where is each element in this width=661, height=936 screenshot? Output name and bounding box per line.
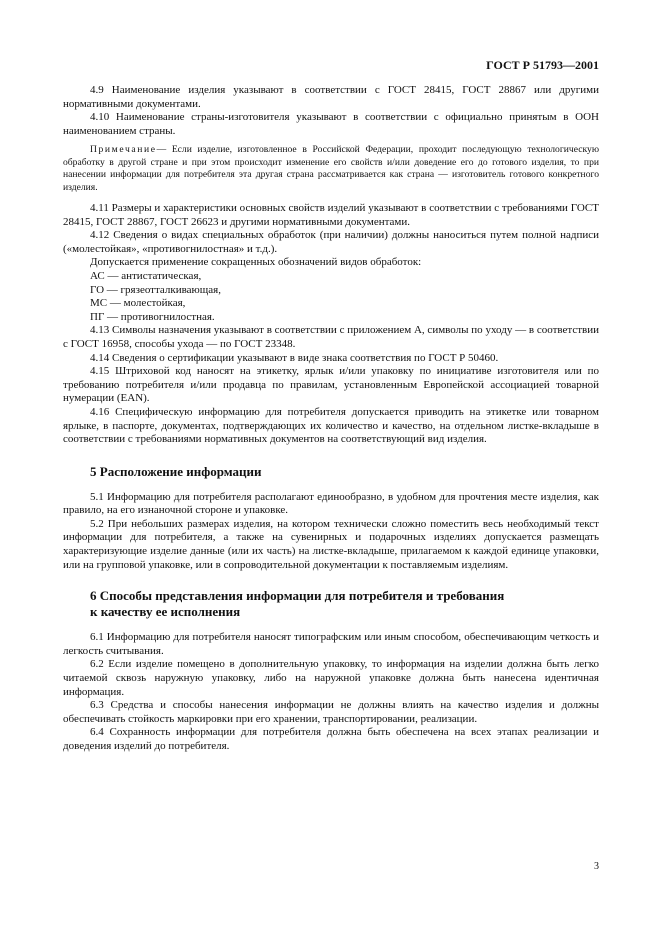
paragraph-6-2: 6.2 Если изделие помещено в дополнительную упаковку, то информация на изделии должна быть легко читаемой сквозь наружную упаковку, либо на наружной упаковке должна быть нанесена идентичная информация. — [63, 658, 599, 698]
paragraph-6-3: 6.3 Средства и способы нанесения информации не должны влиять на качество изделия и должны обеспечивать стойкость маркировки при его хранении, транспортировании, реализации. — [63, 699, 599, 725]
section-6-heading-line2: к качеству ее исполнения — [90, 604, 241, 620]
section-6-heading-line1: 6 Способы представления информации для потребителя и требования — [90, 588, 505, 604]
paragraph-4-9: 4.9 Наименование изделия указывают в соответствии с ГОСТ 28415, ГОСТ 28867 или другими нормативными документами. — [63, 84, 599, 110]
document-body — [63, 84, 599, 754]
document-header: ГОСТ Р 51793—2001 — [486, 58, 599, 72]
paragraph-4-15: 4.15 Штриховой код наносят на этикетку, ярлык и/или упаковку по инициативе изготовителя или по требованию потребителя и/или продавца по правилам, установленным Европейской ассоциацией товарной нумерации (EAN). — [63, 365, 599, 405]
paragraph-6-4: 6.4 Сохранность информации для потребителя должна быть обеспечена на всех этапах реализации и доведения изделий до потребителя. — [63, 726, 599, 752]
note-text: — Если изделие, изготовленное в Российской Федерации, проходит последующую технологическую обработку в другой стране и при этом происходит изменение его свойств и/или доведение его до готового изделия, то при нанесении информации для потребителя эта другая страна рассматривается как страна — изготовитель готового конкретного изделия. — [63, 144, 599, 193]
page-number: 3 — [594, 861, 599, 872]
abbreviation-item: МС — молестойкая, — [90, 297, 186, 310]
abbreviation-item: ГО — грязеотталкивающая, — [90, 283, 221, 296]
paragraph-4-10: 4.10 Наименование страны-изготовителя указывают в соответствии с официально принятым в ООН наименованием страны. — [63, 111, 599, 137]
paragraph-4-13: 4.13 Символы назначения указывают в соответствии с приложением А, символы по уходу — в соответствии с ГОСТ 16958, способы ухода — по ГОСТ 23348. — [63, 324, 599, 350]
paragraph-6-1: 6.1 Информацию для потребителя наносят типографским или иным способом, обеспечивающим четкость и легкость считывания. — [63, 631, 599, 657]
paragraph-abbrev-intro: Допускается применение сокращенных обозначений видов обработок: — [90, 256, 422, 269]
paragraph-4-12: 4.12 Сведения о видах специальных обработок (при наличии) должны наноситься путем полной надписи («молестойкая», «противогнилостная» и т.д.). — [63, 229, 599, 255]
abbreviation-item: ПГ — противогнилостная. — [90, 310, 215, 323]
paragraph-4-11: 4.11 Размеры и характеристики основных свойств изделий указывают в соответствии с требованиями ГОСТ 28415, ГОСТ 28867, ГОСТ 26623 и другими нормативными документами. — [63, 202, 599, 228]
paragraph-5-1: 5.1 Информацию для потребителя располагают единообразно, в удобном для прочтения месте изделия, как правило, на его изнаночной стороне и упаковке. — [63, 490, 599, 517]
paragraph-4-16: 4.16 Специфическую информацию для потребителя допускается приводить на этикетке или товарном ярлыке, в паспорте, документах, подтверждающих их количество и качество, на отдельном листке-вкладыше в соответствии с требованиями нормативных документов на соответствующий вид изделия. — [63, 405, 599, 446]
paragraph-5-2: 5.2 При небольших размерах изделия, на котором технически сложно поместить весь необходимый текст информации для потребителя, а также на сувенирных и подарочных изделиях допускается размещать характеризующие изделие данные (или их часть) на листке-вкладыше, прилагаемом к каждой единице упаковки, или на групповой упаковке, или в сопроводительной документации к поставляемым изделиям. — [63, 517, 599, 571]
abbreviation-item: АС — антистатическая, — [90, 269, 202, 282]
note-block — [63, 144, 599, 194]
paragraph-4-14: 4.14 Сведения о сертификации указывают в виде знака соответствия по ГОСТ Р 50460. — [90, 351, 499, 364]
section-6-heading — [90, 588, 599, 620]
section-5-heading: 5 Расположение информации — [90, 463, 262, 479]
note-label: Примечание — [90, 144, 157, 156]
